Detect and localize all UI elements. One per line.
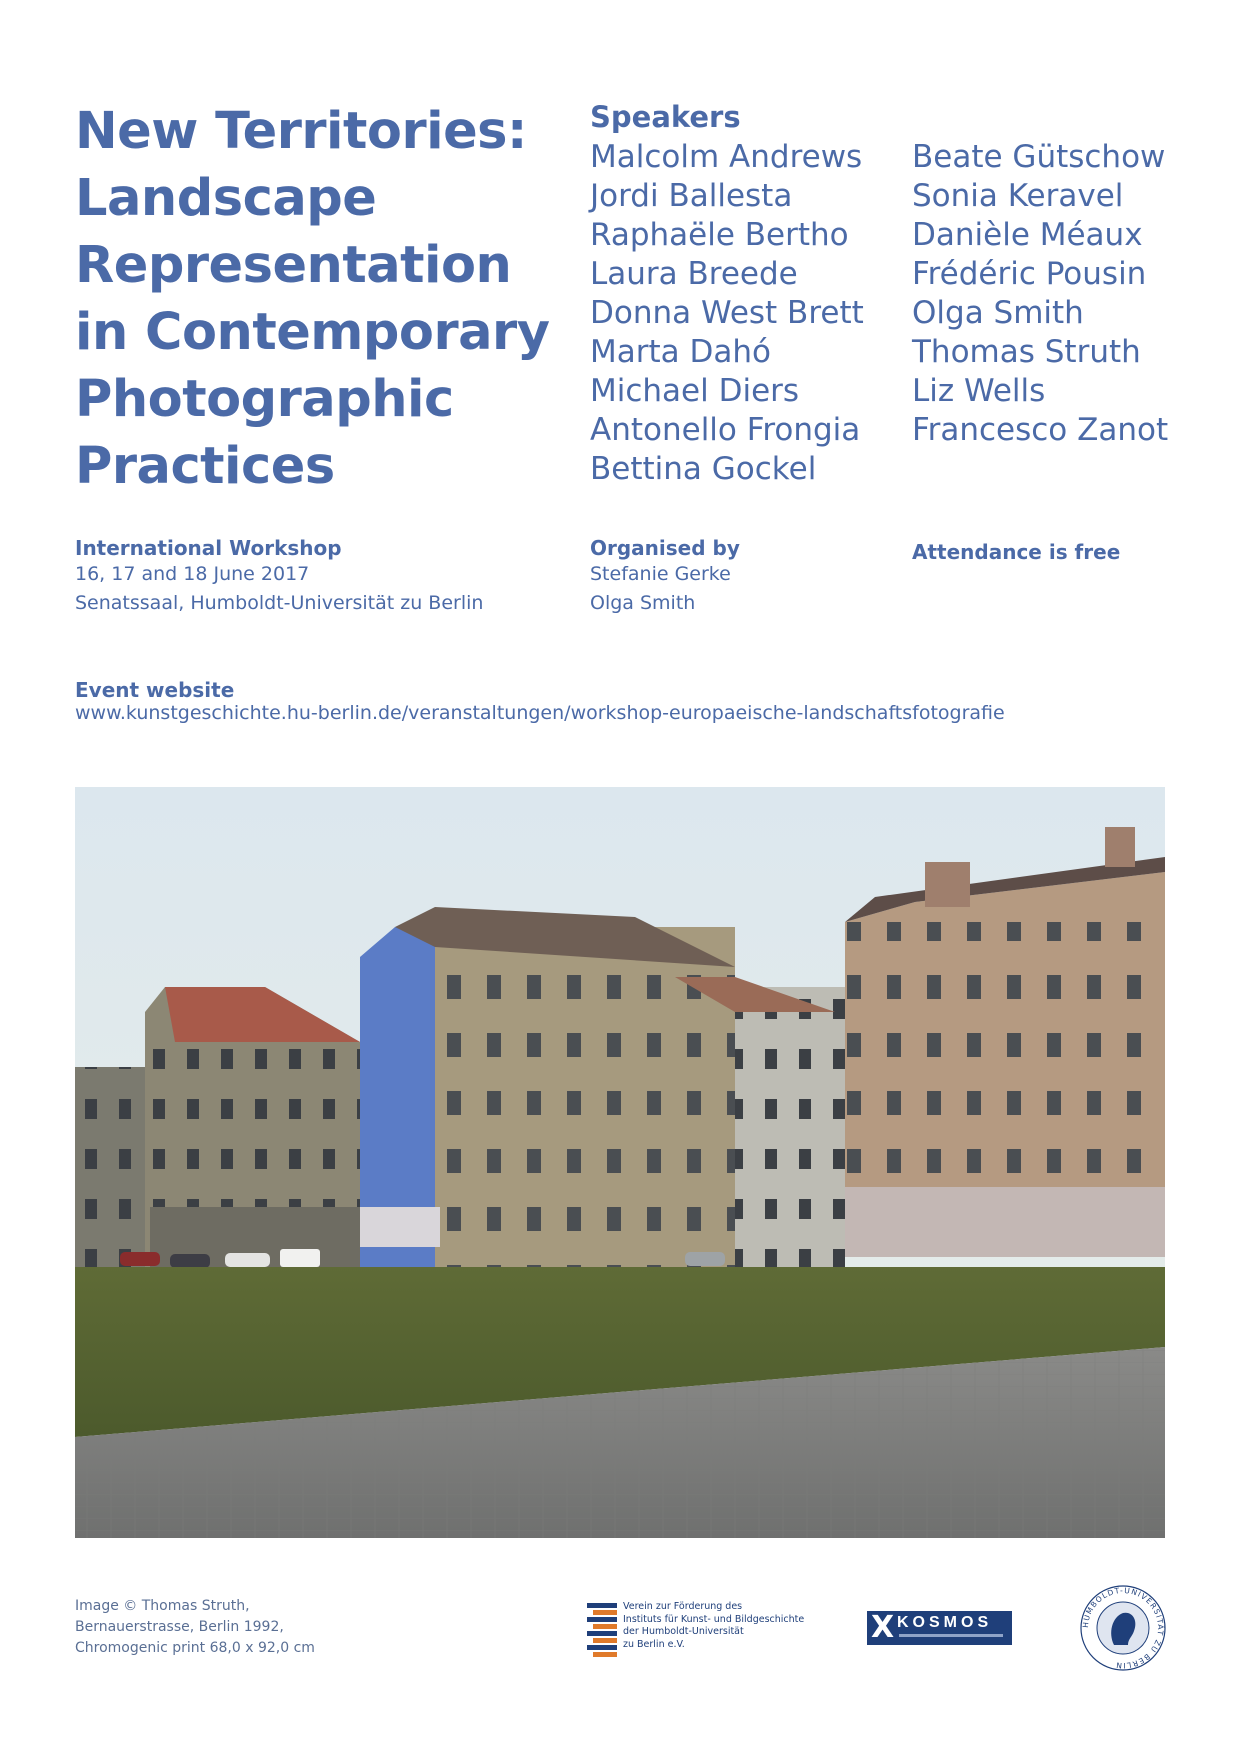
website-heading: Event website xyxy=(75,678,235,702)
speaker-name: Donna West Brett xyxy=(590,295,864,331)
humboldt-seal-icon xyxy=(1078,1583,1168,1673)
svg-text:HUMBOLDT-UNIVERSITÄT ZU BERLIN: HUMBOLDT-UNIVERSITÄT ZU BERLIN xyxy=(1080,1585,1166,1671)
speaker-name: Olga Smith xyxy=(912,295,1084,331)
verein-text xyxy=(623,1601,804,1651)
organiser-name: Olga Smith xyxy=(590,592,696,614)
title-line: Practices xyxy=(75,437,335,496)
credit-line: Bernauerstrasse, Berlin 1992, xyxy=(75,1619,284,1635)
title-line: Representation xyxy=(75,236,512,295)
website-info xyxy=(75,678,1005,724)
kosmos-wordmark: KOSMOS xyxy=(897,1614,993,1631)
kosmos-tagline-bar xyxy=(899,1634,1003,1637)
kosmos-x-icon: X xyxy=(871,1610,895,1645)
speaker-name: Frédéric Pousin xyxy=(912,256,1147,292)
verein-line: der Humboldt-Universität xyxy=(623,1626,744,1637)
verein-logo xyxy=(587,1601,805,1663)
website-link[interactable]: www.kunstgeschichte.hu-berlin.de/veranstaltungen/workshop-europaeische-landschaftsfotografie xyxy=(75,702,1005,724)
poster-title xyxy=(75,98,555,500)
speaker-name: Antonello Frongia xyxy=(590,412,861,448)
credit-line: Image © Thomas Struth, xyxy=(75,1598,250,1614)
speaker-name: Raphaële Bertho xyxy=(590,217,849,253)
organiser-name: Stefanie Gerke xyxy=(590,563,731,585)
speakers-list-left xyxy=(590,138,864,489)
speaker-name: Beate Gütschow xyxy=(912,139,1166,175)
speaker-name: Marta Dahó xyxy=(590,334,771,370)
title-line: in Contemporary xyxy=(75,303,550,362)
verein-line: zu Berlin e.V. xyxy=(623,1638,685,1650)
workshop-heading: International Workshop xyxy=(75,536,342,560)
organisers-info xyxy=(590,536,740,618)
attendance-note: Attendance is free xyxy=(912,540,1121,564)
workshop-info xyxy=(75,536,483,618)
kosmos-logo xyxy=(867,1611,1012,1645)
verein-stripes-icon xyxy=(587,1603,617,1659)
speaker-name: Danièle Méaux xyxy=(912,217,1143,253)
workshop-dates: 16, 17 and 18 June 2017 xyxy=(75,563,310,585)
title-line: Landscape xyxy=(75,169,377,228)
speaker-name: Francesco Zanot xyxy=(912,412,1169,448)
credit-line: Chromogenic print 68,0 x 92,0 cm xyxy=(75,1640,315,1656)
landscape-photo xyxy=(75,787,1165,1538)
title-line: New Territories: xyxy=(75,102,527,161)
humboldt-seal-logo xyxy=(1078,1583,1168,1673)
speaker-name: Laura Breede xyxy=(590,256,798,292)
speaker-name: Jordi Ballesta xyxy=(590,178,793,214)
speaker-name: Bettina Gockel xyxy=(590,451,817,487)
speaker-name: Sonia Keravel xyxy=(912,178,1124,214)
speaker-name: Liz Wells xyxy=(912,373,1046,409)
speakers-heading: Speakers xyxy=(590,100,741,134)
speaker-name: Michael Diers xyxy=(590,373,800,409)
image-credit xyxy=(75,1596,315,1659)
organised-heading: Organised by xyxy=(590,536,740,560)
workshop-venue: Senatssaal, Humboldt-Universität zu Berlin xyxy=(75,592,484,614)
building-blue xyxy=(360,907,735,1267)
title-line: Photographic xyxy=(75,370,454,429)
speaker-name: Malcolm Andrews xyxy=(590,139,863,175)
verein-line: Instituts für Kunst- und Bildgeschichte xyxy=(623,1613,805,1625)
speaker-name: Thomas Struth xyxy=(912,334,1141,370)
speakers-list-right xyxy=(912,138,1168,450)
verein-line: Verein zur Förderung des xyxy=(623,1601,743,1612)
